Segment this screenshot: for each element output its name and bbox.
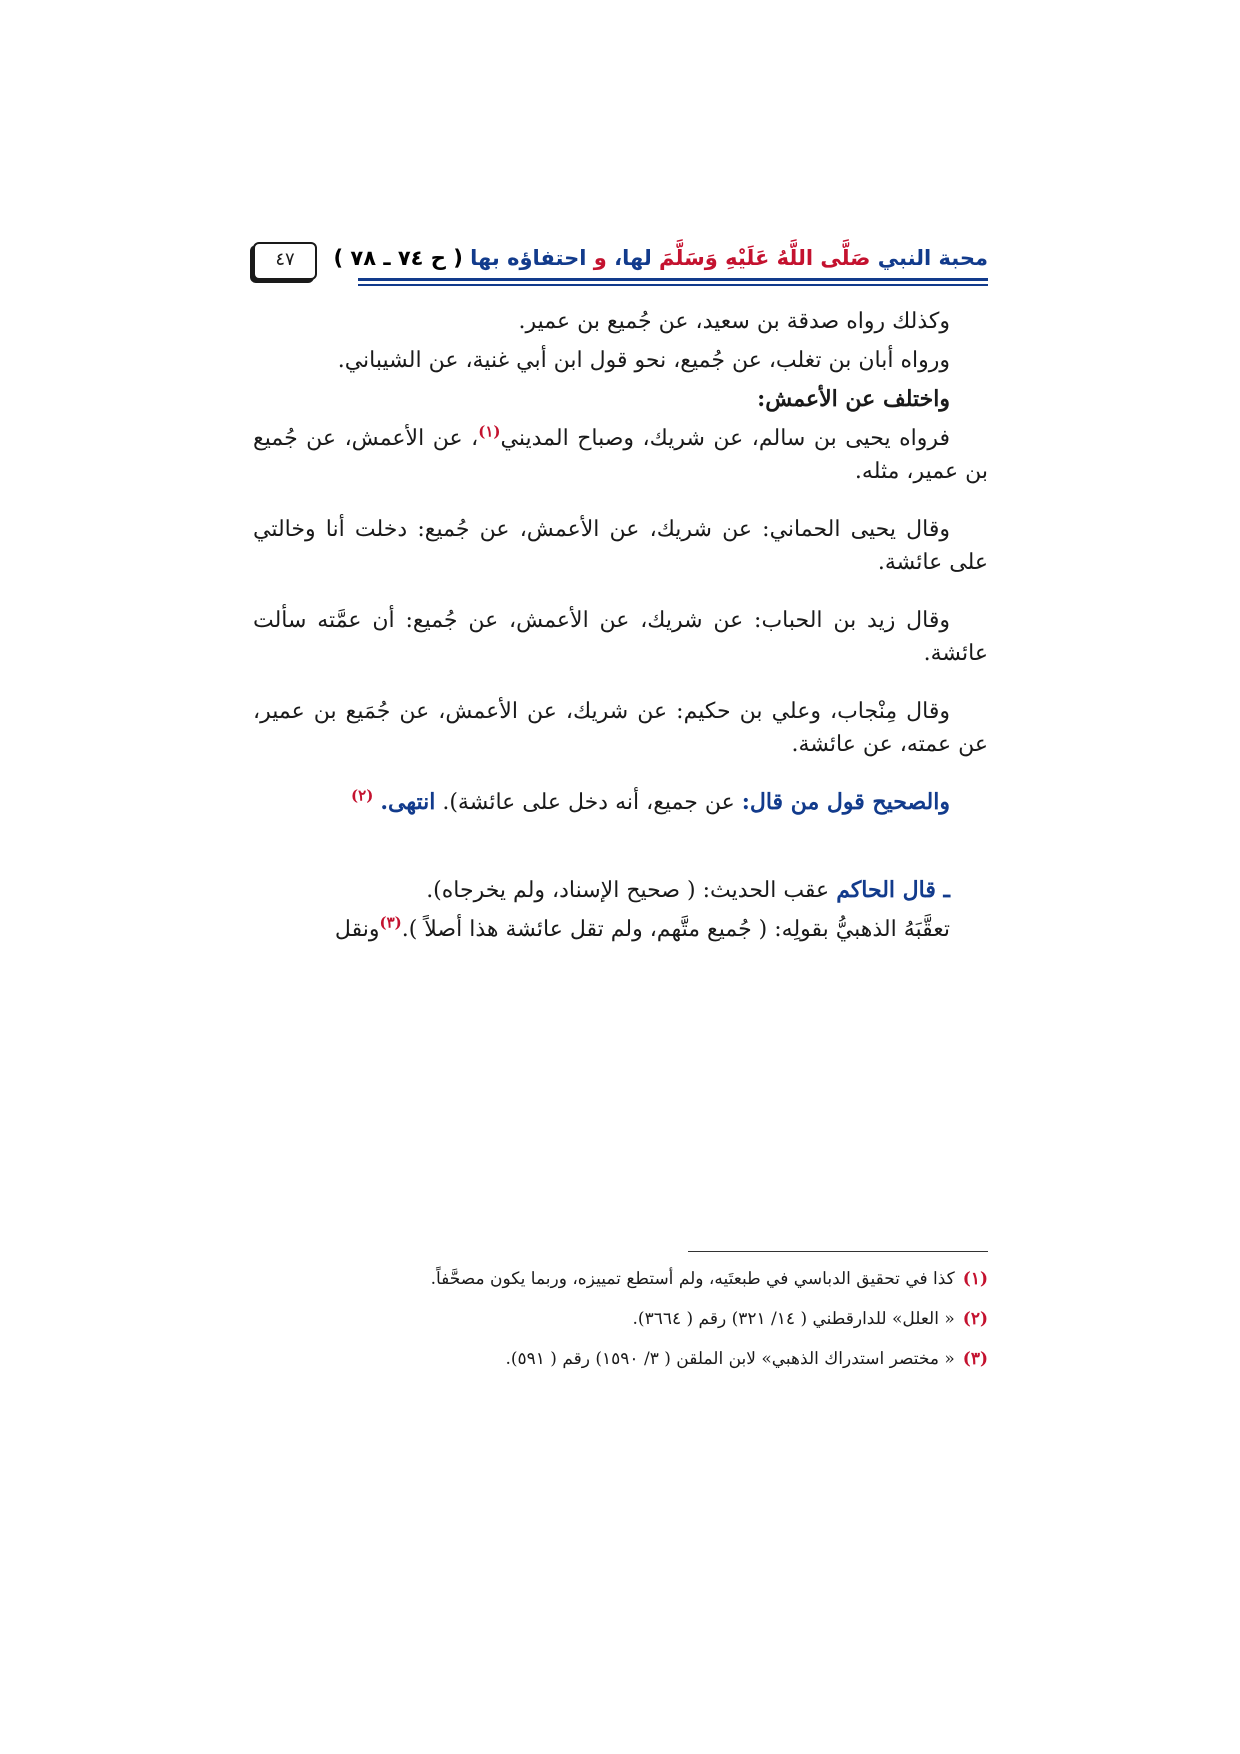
footnote-3	[253, 1348, 988, 1370]
paragraph-6: وقال زيد بن الحباب: عن شريك، عن الأعمش، عن جُميع: أن عمَّته سألت عائشة.	[253, 608, 988, 666]
paragraph-10-b: ونقل	[334, 917, 380, 942]
paragraph-4-a: فرواه يحيى بن سالم، عن شريك، وصباح المديني	[500, 426, 950, 451]
footnote-ref-3[interactable]: (٣)	[379, 913, 402, 932]
header-rule-bottom	[358, 284, 988, 286]
header-rule-top	[358, 278, 988, 281]
footnote-2	[253, 1308, 988, 1330]
paragraph-10	[253, 913, 988, 946]
paragraph-1: وكذلك رواه صدقة بن سعيد، عن جُميع بن عمير.	[518, 309, 950, 334]
title-part3: احتفاؤه بها	[462, 246, 594, 270]
footnote-ref-2[interactable]: (٢)	[351, 786, 374, 805]
footnote-ref-1[interactable]: (١)	[478, 422, 501, 441]
paragraph-5: وقال يحيى الحماني: عن شريك، عن الأعمش، عن جُميع: دخلت أنا وخالتي على عائشة.	[253, 517, 988, 575]
page-header	[253, 232, 988, 292]
paragraph-9-text: عقب الحديث: ( صحيح الإسناد، ولم يخرجاه).	[426, 878, 837, 903]
title-part1: محبة النبي	[870, 246, 988, 270]
paragraph-4	[253, 422, 988, 488]
footnotes	[253, 1268, 988, 1388]
title-part2: لها،	[606, 246, 660, 270]
paragraph-10-a: تعقَّبَهُ الذهبيُّ بقولِه: ( جُميع متَّهم، ولم تقل عائشة هذا أصلاً ).	[401, 917, 950, 942]
page-number: ٤٧	[253, 242, 317, 280]
paragraph-8-lead: والصحيح قول من قال:	[741, 789, 950, 815]
paragraph-8-text: عن جميع، أنه دخل على عائشة).	[435, 790, 742, 815]
running-title	[333, 246, 988, 270]
section-gap	[253, 844, 988, 874]
paragraph-2: ورواه أبان بن تغلب، عن جُميع، نحو قول ابن أبي غنية، عن الشيباني.	[337, 348, 950, 373]
footnote-separator	[688, 1251, 988, 1252]
title-hadith-range: ( ح ٧٤ ـ ٧٨ )	[333, 246, 463, 270]
footnote-text: « مختصر استدراك الذهبي» لابن الملقن ( ٣/ ١٥٩٠) رقم ( ٥٩١).	[505, 1349, 955, 1369]
footnote-number: (٣)	[962, 1349, 988, 1369]
footnote-number: (١)	[962, 1269, 988, 1289]
title-salutation: صَلَّى اللَّهُ عَلَيْهِ وَسَلَّمَ	[659, 246, 871, 270]
main-text	[253, 305, 988, 971]
paragraph-8-end: انتهى.	[380, 789, 436, 815]
footnote-1	[253, 1268, 988, 1290]
paragraph-8	[253, 786, 988, 819]
paragraph-9-lead: ـ قال الحاكم	[836, 877, 950, 903]
paragraph-7: وقال مِنْجاب، وعلي بن حكيم: عن شريك، عن الأعمش، عن جُمَيع بن عمير، عن عمته، عن عائشة.	[253, 699, 988, 757]
paragraph-4-b: ، عن الأعمش، عن جُميع بن عمير، مثله.	[253, 426, 988, 484]
paragraph-3-heading: واختلف عن الأعمش:	[757, 386, 950, 412]
footnote-text: « العلل» للدارقطني ( ١٤/ ٣٢١) رقم ( ٣٦٦٤).	[632, 1309, 955, 1329]
footnote-number: (٢)	[962, 1309, 988, 1329]
title-conjunction: و	[593, 246, 607, 270]
footnote-text: كذا في تحقيق الدباسي في طبعتَيه، ولم أستطع تمييزه، وربما يكون مصحَّفاً.	[430, 1269, 955, 1289]
paragraph-9	[253, 874, 988, 907]
